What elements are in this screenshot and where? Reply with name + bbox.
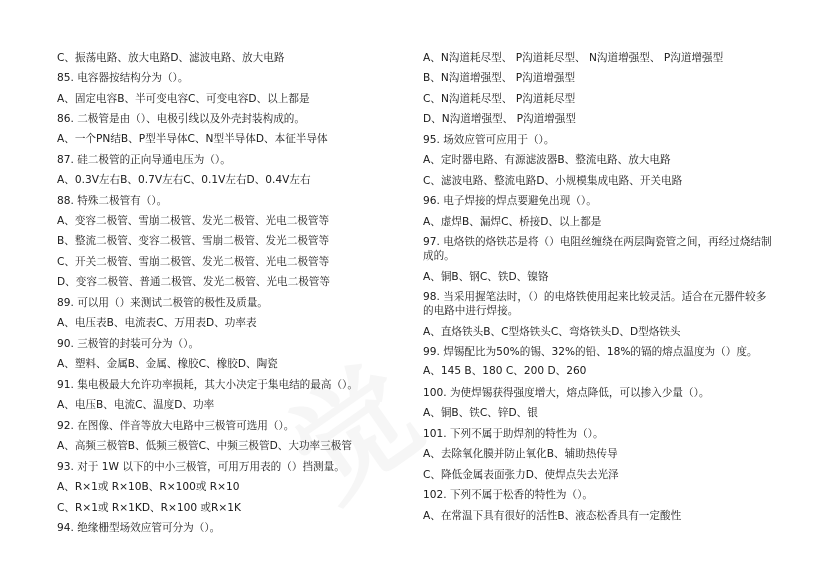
- option-line: A、去除氧化膜并防止氧化B、辅助热传导: [423, 448, 618, 460]
- option-line: A、电压表B、电流表C、万用表D、功率表: [57, 317, 257, 329]
- question-100: 100. 为使焊锡获得强度增大，熔点降低，可以掺入少量（）。: [423, 387, 710, 399]
- question-89: 89. 可以用（）来测试二极管的极性及质量。: [57, 297, 268, 309]
- option-line: A、0.3V左右B、0.7V左右C、0.1V左右D、0.4V左右: [57, 174, 311, 186]
- option-line: B、整流二极管、变容二极管、雪崩二极管、发光二极管等: [57, 235, 330, 247]
- question-98: 98. 当采用握笔法时，（）的电烙铁使用起来比较灵活。适合在元器件较多的电路中进行焊接。: [423, 291, 767, 317]
- option-line: A、在常温下具有很好的活性B、液态松香具有一定酸性: [423, 510, 682, 522]
- option-line: A、变容二极管、雪崩二极管、发光二极管、光电二极管等: [57, 215, 330, 227]
- option-line: A、定时器电路、有源滤波器B、整流电路、放大电路: [423, 154, 671, 166]
- question-96: 96. 电子焊接的焊点要避免出现（）。: [423, 195, 597, 207]
- option-line: A、N沟道耗尽型、 P沟道耗尽型、 N沟道增强型、 P沟道增强型: [423, 52, 724, 64]
- option-line: C、R×1或 R×1KD、R×100 或R×1K: [57, 502, 241, 514]
- option-line: B、N沟道增强型、 P沟道增强型: [423, 72, 576, 84]
- question-91: 91. 集电极最大允许功率损耗，其大小决定于集电结的最高（）。: [57, 379, 358, 391]
- option-line: A、直烙铁头B、C型烙铁头C、弯烙铁头D、D型烙铁头: [423, 326, 681, 338]
- option-line: C、振荡电路、放大电路D、滤波电路、放大电路: [57, 52, 285, 64]
- option-line: C、滤波电路、整流电路D、小规模集成电路、开关电路: [423, 175, 683, 187]
- option-line: A、电压B、电流C、温度D、功率: [57, 399, 215, 411]
- question-86: 86. 二极管是由（）、电极引线以及外壳封装构成的。: [57, 113, 305, 125]
- option-line: A、虚焊B、漏焊C、桥接D、以上都是: [423, 216, 602, 228]
- question-92: 92. 在图像、伴音等放大电路中三极管可选用（）。: [57, 420, 295, 432]
- question-85: 85. 电容器按结构分为（）。: [57, 72, 189, 84]
- question-95: 95. 场效应管可应用于（）。: [423, 134, 555, 146]
- option-line: A、一个PN结B、P型半导体C、N型半导体D、本征半导体: [57, 133, 328, 145]
- question-94: 94. 绝缘栅型场效应管可分为（）。: [57, 522, 221, 534]
- option-line: D、变容二极管、普通二极管、发光二极管、光电二极管等: [57, 276, 330, 288]
- question-93: 93. 对于 1W 以下的中小三极管，可用万用表的（）挡测量。: [57, 461, 345, 473]
- question-90: 90. 三极管的封装可分为（）。: [57, 338, 200, 350]
- option-line: A、145 B、180 C、200 D、260: [423, 365, 587, 377]
- option-line: C、N沟道耗尽型、 P沟道耗尽型: [423, 93, 576, 105]
- question-88: 88. 特殊二极管有（）。: [57, 195, 168, 207]
- option-line: C、降低金属表面张力D、使焊点失去光泽: [423, 469, 619, 481]
- question-102: 102. 下列不属于松香的特性为（）。: [423, 489, 593, 501]
- question-101: 101. 下列不属于助焊剂的特性为（）。: [423, 428, 604, 440]
- option-line: A、高频三极管B、低频三极管C、中频三极管D、大功率三极管: [57, 440, 352, 452]
- question-97: 97. 电烙铁的烙铁芯是将（）电阻丝缠绕在两层陶瓷管之间，再经过烧结制成的。: [423, 236, 772, 262]
- option-line: A、铜B、铁C、锌D、银: [423, 407, 538, 419]
- option-line: A、R×1或 R×10B、R×100或 R×10: [57, 481, 240, 493]
- question-87: 87. 硅二极管的正向导通电压为（）。: [57, 154, 231, 166]
- question-99: 99. 焊锡配比为50%的锡、32%的铅、18%的镉的熔点温度为（）度。: [423, 346, 758, 358]
- option-line: A、铜B、钢C、铁D、镍铬: [423, 271, 549, 283]
- option-line: C、开关二极管、雪崩二极管、发光二极管、光电二极管等: [57, 256, 330, 268]
- option-line: A、塑料、金属B、金属、橡胶C、橡胶D、陶瓷: [57, 358, 278, 370]
- option-line: A、固定电容B、半可变电容C、可变电容D、以上都是: [57, 93, 310, 105]
- option-line: D、N沟道增强型、 P沟道增强型: [423, 113, 576, 125]
